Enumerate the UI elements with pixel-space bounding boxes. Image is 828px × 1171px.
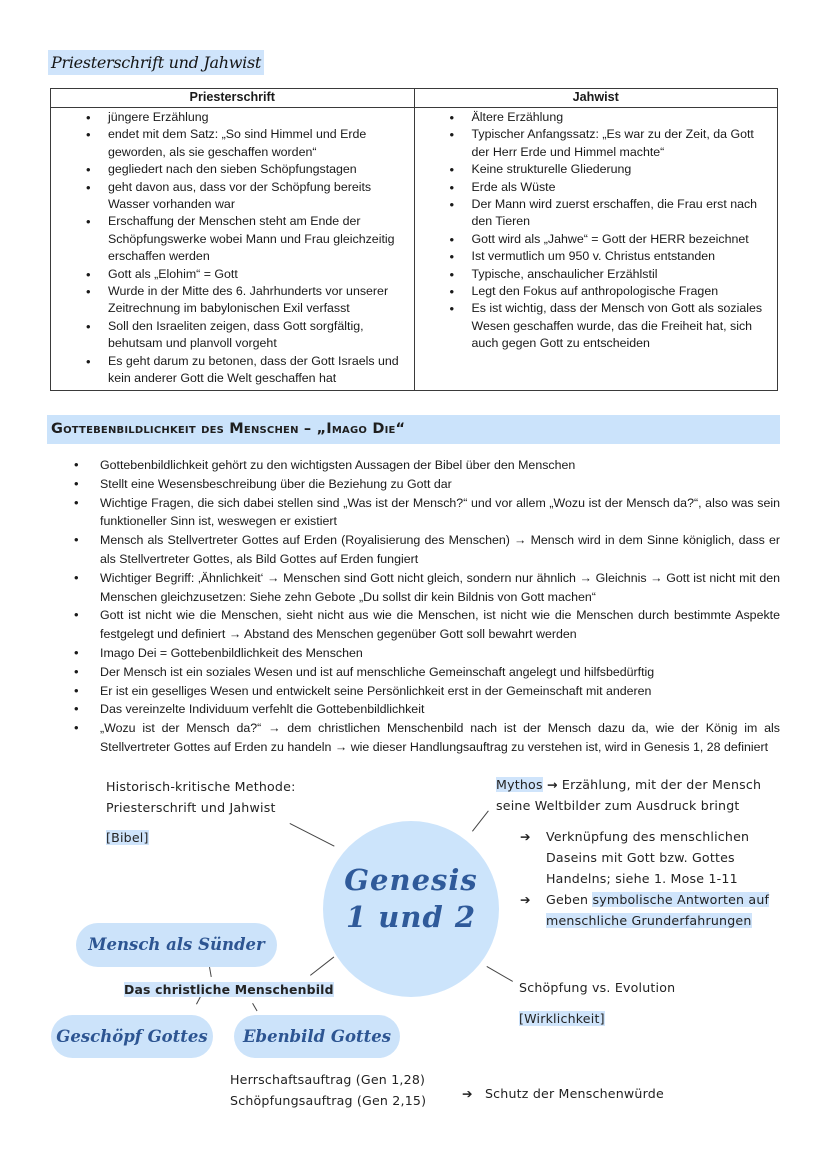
priesterschrift-list: [51, 109, 414, 388]
method-line2: Priesterschrift und Jahwist: [106, 800, 276, 815]
list-item: • Es ist wichtig, dass der Mensch von Gott als soziales Wesen geschaffen wurde, das die Freiheit hat, sich auch gegen Gott zu entscheiden: [415, 300, 778, 352]
section-title-imago-dei: Gottebenbildlichkeit des Menschen – „Imago Die“: [51, 421, 406, 437]
pill-geschoepf-gottes: Geschöpf Gottes: [51, 1015, 213, 1058]
table-header-jahwist: Jahwist: [414, 89, 778, 108]
comparison-table: [50, 88, 778, 391]
mythos-term: Mythos: [496, 777, 543, 792]
herrschaftsauftrag: Herrschaftsauftrag (Gen 1,28): [230, 1072, 426, 1087]
arrow-right-icon: ➔: [520, 892, 531, 907]
list-item: • Erde als Wüste: [415, 179, 778, 196]
list-item: • Imago Dei = Gottebenbildlichkeit des Menschen: [60, 644, 780, 663]
list-item: • jüngere Erzählung: [51, 109, 414, 126]
menschenwuerde-note: [462, 1083, 664, 1104]
list-item: • Keine strukturelle Gliederung: [415, 161, 778, 178]
mythos-point-2-highlight1: symbolische Antworten auf: [592, 892, 770, 907]
list-item: • Der Mann wird zuerst erschaffen, die Frau erst nach den Tieren: [415, 196, 778, 231]
center-title: [323, 862, 499, 936]
list-item: • Stellt eine Wesensbeschreibung über die Beziehung zu Gott dar: [60, 475, 780, 494]
arrow-right-icon: ➔: [520, 829, 531, 844]
schoepfung-line1: Schöpfung vs. Evolution: [519, 980, 676, 995]
list-item: • geht davon aus, dass vor der Schöpfung bereits Wasser vorhanden war: [51, 179, 414, 214]
arrow-right-icon: →: [546, 777, 558, 792]
list-item: • Gott ist nicht wie die Menschen, sieht nicht aus wie die Menschen, ist nicht wie die Menschen durch bestimmte Aspekte festgelegt und definiert → Abstand des Menschen gegenüber Gott soll bewahrt werden: [60, 606, 780, 644]
section-title-priesterschrift-jahwist: Priesterschrift und Jahwist: [48, 50, 264, 75]
mythos-point-1-line2: Daseins mit Gott bzw. Gottes: [546, 850, 735, 865]
list-item: • Gott wird als „Jahwe“ = Gott der HERR bezeichnet: [415, 231, 778, 248]
connector-line: [252, 1003, 258, 1011]
connector-line: [310, 957, 334, 976]
menschenbild-label-wrap: [124, 979, 334, 1000]
list-item: • Gott als „Elohim“ = Gott: [51, 266, 414, 283]
jahwist-cell: [414, 108, 778, 391]
list-item: • Ist vermutlich um 950 v. Christus entstanden: [415, 248, 778, 265]
mythos-point-2-prefix: Geben: [546, 892, 593, 907]
mythos-note: [496, 774, 786, 816]
list-item: • Gottebenbildlichkeit gehört zu den wichtigsten Aussagen der Bibel über den Menschen: [60, 456, 780, 475]
mythos-points: [520, 826, 790, 931]
connector-line: [289, 823, 334, 847]
mythos-point-2-highlight2: menschliche Grunderfahrungen: [546, 913, 752, 928]
list-item: • Erschaffung der Menschen steht am Ende der Schöpfungswerke wobei Mann und Frau gleichzeitig erschaffen werden: [51, 213, 414, 265]
pill-mensch-als-suender: Mensch als Sünder: [76, 923, 277, 967]
pill-ebenbild-gottes: Ebenbild Gottes: [234, 1015, 400, 1058]
schoepfung-note: [519, 977, 675, 1029]
method-note: [106, 776, 296, 848]
arrow-right-icon: ➔: [462, 1086, 473, 1101]
mythos-definition-2: seine Weltbilder zum Ausdruck bringt: [496, 798, 740, 813]
auftraege-note: [230, 1069, 426, 1111]
list-item: • Typische, anschaulicher Erzählstil: [415, 266, 778, 283]
list-item: • Soll den Israeliten zeigen, dass Gott sorgfältig, behutsam und planvoll vorgeht: [51, 318, 414, 353]
list-item: • Der Mensch ist ein soziales Wesen und ist auf menschliche Gemeinschaft angelegt und hilfsbedürftig: [60, 663, 780, 682]
jahwist-list: [415, 109, 778, 353]
list-item: • Das vereinzelte Individuum verfehlt die Gottebenbildlichkeit: [60, 700, 780, 719]
list-item: • Wichtige Fragen, die sich dabei stellen sind „Was ist der Mensch?“ und vor allem „Wozu ist der Mensch da?“, also was sein funktioneller Sinn ist, weswegen er existiert: [60, 494, 780, 532]
list-item: • Wurde in der Mitte des 6. Jahrhunderts vor unserer Zeitrechnung im babylonischen Exil verfasst: [51, 283, 414, 318]
list-item: • Typischer Anfangssatz: „Es war zu der Zeit, da Gott der Herr Erde und Himmel machte“: [415, 126, 778, 161]
list-item: • Mensch als Stellvertreter Gottes auf Erden (Royalisierung des Menschen) → Mensch wird in dem Sinne königlich, dass er als Stellvertreter Gottes, als Bild Gottes auf Erden fungiert: [60, 531, 780, 569]
bibel-tag: [Bibel]: [106, 830, 149, 845]
menschenwuerde-text: Schutz der Menschenwürde: [484, 1086, 664, 1101]
connector-line: [472, 811, 489, 832]
list-item: • Er ist ein geselliges Wesen und entwickelt seine Persönlichkeit erst in der Gemeinschaft mit anderen: [60, 682, 780, 701]
imago-dei-list: [60, 456, 780, 757]
center-title-line1: Genesis: [344, 863, 478, 897]
method-line1: Historisch-kritische Methode:: [106, 779, 296, 794]
list-item: • Wichtiger Begriff: ‚Ähnlichkeit‘ → Menschen sind Gott nicht gleich, sondern nur ähnlich → Gleichnis → Gott ist nicht mit den Menschen gleichzusetzen: Siehe zehn Gebote „Du sollst dir kein Bildnis von Gott machen“: [60, 569, 780, 607]
list-item: • „Wozu ist der Mensch da?“ → dem christlichen Menschenbild nach ist der Mensch dazu da, wie der König im als Stellvertreter Gottes auf Erden zu handeln → wie dieser Handlungsauftrag zu verstehen ist, wird in Genesis 1, 28 definiert: [60, 719, 780, 757]
mythos-point-1-line1: Verknüpfung des menschlichen: [546, 829, 750, 844]
list-item: • gegliedert nach den sieben Schöpfungstagen: [51, 161, 414, 178]
list-item: • endet mit dem Satz: „So sind Himmel und Erde geworden, als sie geschaffen worden“: [51, 126, 414, 161]
menschenbild-label: Das christliche Menschenbild: [124, 982, 334, 997]
table-header-priesterschrift: Priesterschrift: [51, 89, 415, 108]
connector-line: [209, 967, 212, 977]
wirklichkeit-tag: [Wirklichkeit]: [519, 1011, 605, 1026]
mythos-definition-1: Erzählung, mit der der Mensch: [557, 777, 762, 792]
priesterschrift-cell: [51, 108, 415, 391]
center-title-line2: 1 und 2: [346, 900, 476, 934]
mythos-point-1-line3: Handelns; siehe 1. Mose 1-11: [546, 871, 738, 886]
schoepfungsauftrag: Schöpfungsauftrag (Gen 2,15): [230, 1093, 427, 1108]
list-item: • Ältere Erzählung: [415, 109, 778, 126]
list-item: • Legt den Fokus auf anthropologische Fragen: [415, 283, 778, 300]
list-item: • Es geht darum zu betonen, dass der Gott Israels und kein anderer Gott die Welt geschaffen hat: [51, 353, 414, 388]
connector-line: [486, 966, 513, 982]
